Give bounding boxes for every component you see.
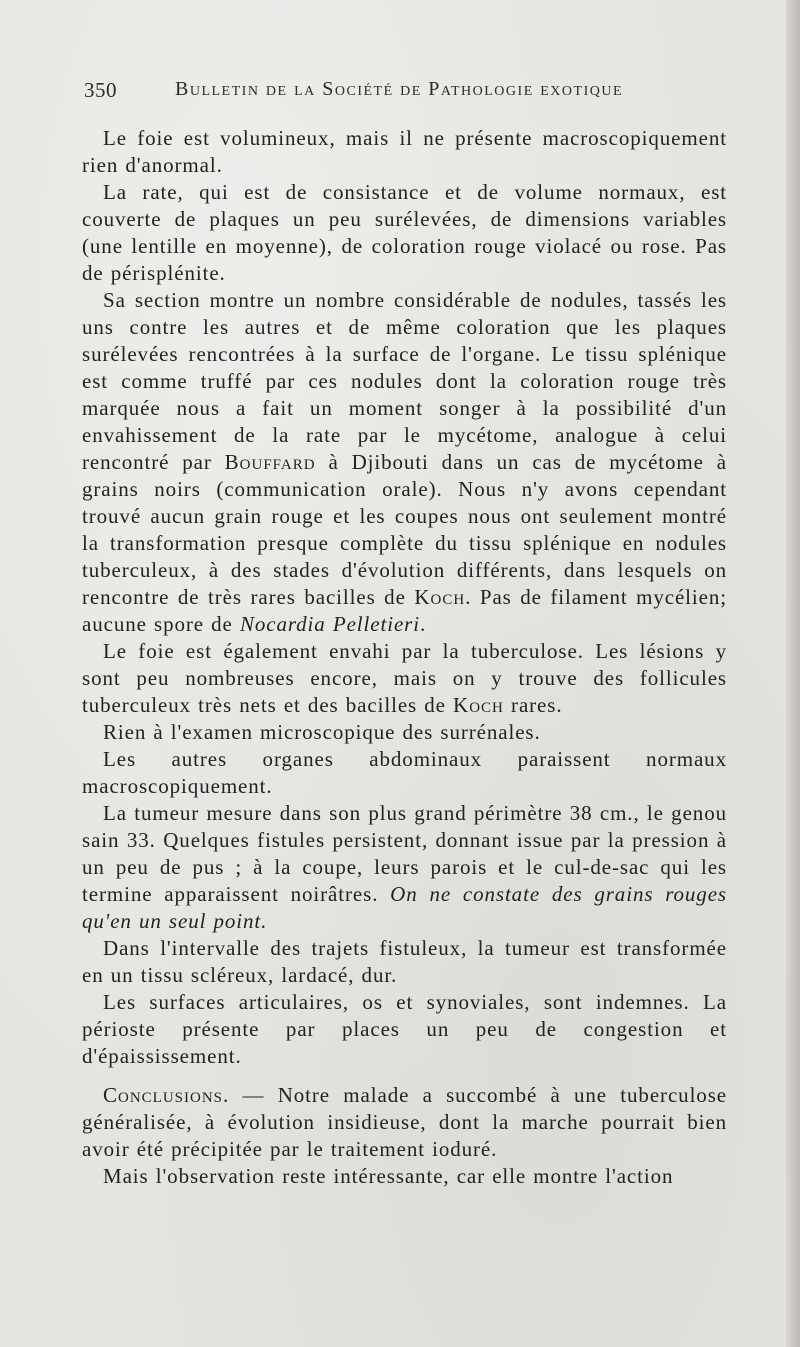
page-header	[84, 78, 724, 108]
author-name: Koch	[453, 693, 504, 717]
italic-statement: On ne constate des grains rouges qu'en un seul point.	[82, 882, 728, 933]
paragraph-text: Mais l'observation reste intéressante, car elle montre l'action	[103, 1164, 674, 1188]
paragraph-text: La tumeur mesure dans son plus grand périmètre 38 cm., le genou sain 33. Quelques fistules persistent, donnant issue par la pression à un peu de pus ; à la coupe, leurs parois et le cul-de-sac qui les termine apparaissent noirâtres.	[82, 801, 727, 906]
author-name: Bouffard	[224, 450, 316, 474]
paragraph-spleen-section	[82, 287, 727, 638]
page-edge-shadow	[786, 0, 800, 1347]
paragraph-fistulous-tracts	[82, 935, 727, 989]
species-name: Nocardia Pelletieri	[239, 612, 420, 636]
author-name: Koch	[414, 585, 466, 609]
paragraph-liver-tuberculosis	[82, 638, 727, 719]
paragraph-text: Rien à l'examen microscopique des surrénales.	[103, 720, 541, 744]
paragraph-text: Le foie est également envahi par la tuberculose. Les lésions y sont peu nombreuses encore, mais on y trouve des follicules tuberculeux très nets et des bacilles de	[82, 639, 727, 717]
paragraph-text: à Djibouti dans un cas de mycétome à grains noirs (communication orale). Nous n'y avons cependant trouvé aucun grain rouge et les coupes nous ont seulement montré la transformation presque complète du tissu splénique en nodules tuberculeux, à des stades d'évolution différents, dans lesquels on rencontre de très rares bacilles de	[82, 450, 727, 609]
paragraph-liver	[82, 125, 727, 179]
paragraph-articular-surfaces	[82, 989, 727, 1070]
paragraph-abdominal-organs	[82, 746, 727, 800]
paragraph-conclusions	[82, 1082, 727, 1163]
running-title: Bulletin de la Société de Pathologie exotique	[175, 78, 624, 100]
paragraph-text: . Pas de filament mycélien; aucune spore de	[82, 585, 727, 636]
paragraph-spleen	[82, 179, 727, 287]
paragraph-text: La rate, qui est de consistance et de volume normaux, est couverte de plaques un peu surélevées, de dimensions variables (une lentille en moyenne), de coloration rouge violacé ou rose. Pas de périsplénite.	[82, 180, 727, 285]
paragraph-text: Sa section montre un nombre considérable de nodules, tassés les uns contre les autres et de même coloration que les plaques surélevées rencontrées à la surface de l'organe. Le tissu splénique est comme truffé par ces nodules dont la coloration rouge très marquée nous a fait un moment songer à la possibilité d'un envahissement de la rate par le mycétome, analogue à celui rencontré par	[82, 288, 727, 474]
page-number: 350	[84, 78, 117, 102]
paragraph-tumor	[82, 800, 727, 935]
paragraph-text: rares.	[511, 693, 563, 717]
paragraph-text: Le foie est volumineux, mais il ne présente macroscopiquement rien d'anormal.	[82, 126, 727, 177]
paragraph-text: Les surfaces articulaires, os et synoviales, sont indemnes. La périoste présente par places un peu de congestion et d'épaississement.	[82, 990, 727, 1068]
paragraph-adrenals	[82, 719, 727, 746]
article-body	[82, 125, 727, 1190]
paragraph-text: .	[419, 612, 427, 636]
paragraph-text: — Notre malade a succombé à une tuberculose généralisée, à évolution insidieuse, dont la marche pourrait bien avoir été précipitée par le traitement ioduré.	[82, 1083, 727, 1161]
paragraph-text: Dans l'intervalle des trajets fistuleux, la tumeur est transformée en un tissu scléreux, lardacé, dur.	[82, 936, 727, 987]
paragraph-observation	[82, 1163, 727, 1190]
section-label: Conclusions.	[103, 1083, 230, 1107]
paragraph-text: Les autres organes abdominaux paraissent normaux macroscopiquement.	[82, 747, 727, 798]
